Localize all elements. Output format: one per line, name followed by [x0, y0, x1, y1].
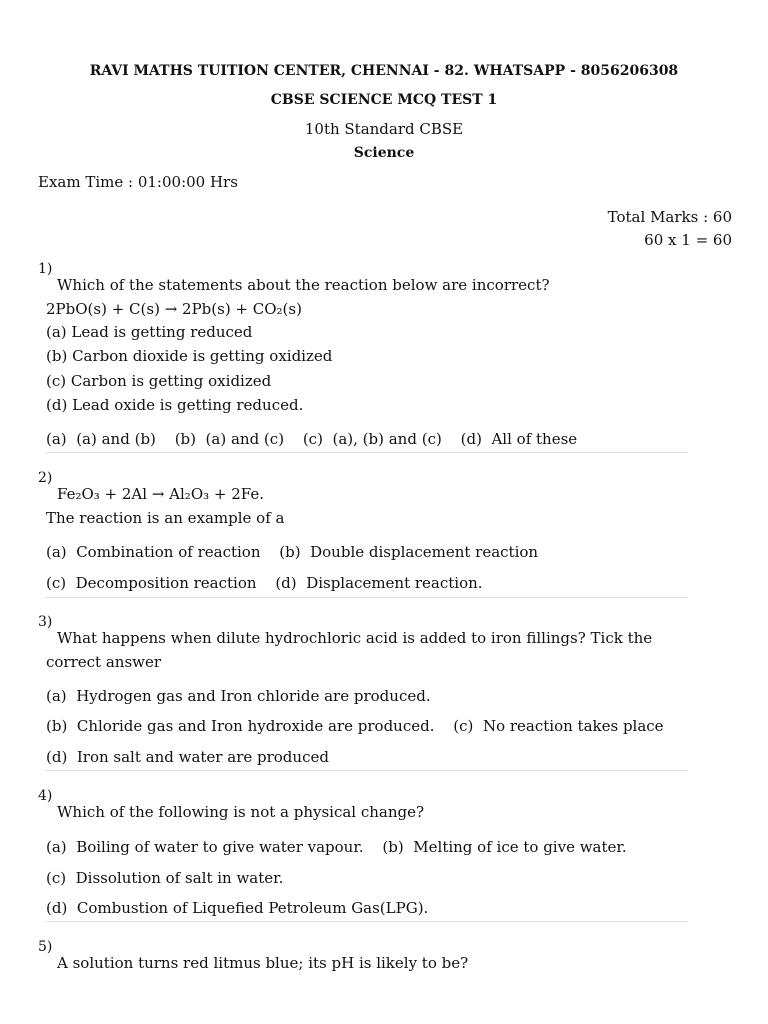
question-number: 1) [38, 261, 53, 277]
divider [45, 921, 688, 922]
reaction-equation: Fe₂O₃ + 2Al → Al₂O₃ + 2Fe. [57, 485, 265, 503]
test-title: CBSE SCIENCE MCQ TEST 1 [270, 92, 498, 108]
option-b[interactable]: (b) (a) and (c) [174, 430, 285, 448]
option-b[interactable]: (b) Chloride gas and Iron hydroxide are produced. [46, 717, 435, 735]
statement: (a) Lead is getting reduced [46, 323, 253, 341]
options-row [46, 838, 627, 856]
question-number: 3) [38, 614, 53, 630]
option-d[interactable]: (d) Combustion of Liquefied Petroleum Gas(LPG). [46, 899, 429, 917]
marks-calculation: 60 x 1 = 60 [644, 231, 732, 249]
option-b[interactable]: (b) Double displacement reaction [279, 543, 539, 561]
option-c[interactable]: (c) (a), (b) and (c) [302, 430, 442, 448]
options-row [46, 430, 577, 448]
options-row [46, 543, 538, 561]
question-number: 4) [38, 788, 53, 804]
question-text-continued: correct answer [46, 653, 162, 671]
option-a[interactable]: (a) Combination of reaction [46, 543, 261, 561]
question-text: Which of the following is not a physical change? [57, 803, 425, 821]
option-d[interactable]: (d) All of these [460, 430, 578, 448]
question-text: The reaction is an example of a [46, 509, 285, 527]
subject-label: Science [353, 145, 415, 161]
question-text: What happens when dilute hydrochloric acid is added to iron fillings? Tick the [57, 629, 653, 647]
divider [45, 452, 688, 453]
option-a[interactable]: (a) Hydrogen gas and Iron chloride are produced. [46, 687, 431, 705]
statement: (d) Lead oxide is getting reduced. [46, 396, 304, 414]
option-d[interactable]: (d) Displacement reaction. [275, 574, 483, 592]
question-number: 2) [38, 470, 53, 486]
statement: (b) Carbon dioxide is getting oxidized [46, 347, 333, 365]
question-number: 5) [38, 939, 53, 955]
standard-label: 10th Standard CBSE [304, 120, 464, 138]
divider [45, 597, 688, 598]
option-c[interactable]: (c) No reaction takes place [453, 717, 664, 735]
option-a[interactable]: (a) Boiling of water to give water vapour. [46, 838, 364, 856]
options-row [46, 687, 431, 705]
options-row [46, 717, 664, 735]
reaction-equation: 2PbO(s) + C(s) → 2Pb(s) + CO₂(s) [46, 300, 302, 318]
question-text: Which of the statements about the reaction below are incorrect? [57, 276, 550, 294]
options-row [46, 869, 283, 887]
total-marks: Total Marks : 60 [607, 208, 732, 226]
exam-time: Exam Time : 01:00:00 Hrs [38, 173, 238, 191]
options-row [46, 899, 428, 917]
option-b[interactable]: (b) Melting of ice to give water. [382, 838, 627, 856]
options-row [46, 748, 329, 766]
option-c[interactable]: (c) Dissolution of salt in water. [46, 869, 284, 887]
statement: (c) Carbon is getting oxidized [46, 372, 272, 390]
option-c[interactable]: (c) Decomposition reaction [46, 574, 257, 592]
option-d[interactable]: (d) Iron salt and water are produced [46, 748, 329, 766]
question-text: A solution turns red litmus blue; its pH is likely to be? [57, 954, 469, 972]
options-row [46, 574, 483, 592]
institute-header: RAVI MATHS TUITION CENTER, CHENNAI - 82. WHATSAPP - 8056206308 [89, 63, 679, 79]
divider [45, 770, 688, 771]
option-a[interactable]: (a) (a) and (b) [46, 430, 156, 448]
